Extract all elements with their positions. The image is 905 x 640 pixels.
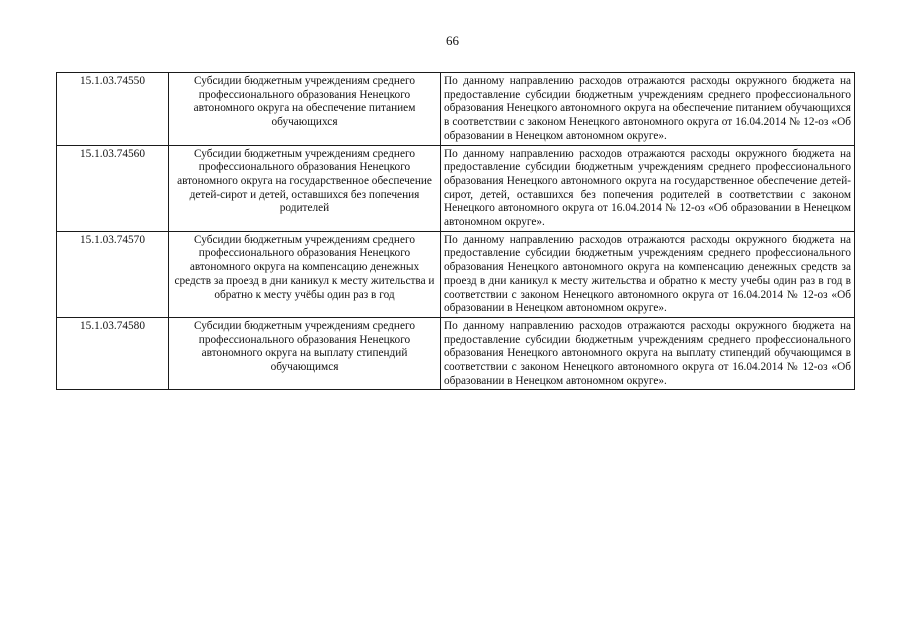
expense-name-cell: Субсидии бюджетным учреждениям среднего профессионального образования Ненецкого автономного округа на компенсацию денежных средств за проезд в дни каникул к месту жительства и обратно к месту учёбы один раз в год <box>169 231 441 317</box>
expense-name-cell: Субсидии бюджетным учреждениям среднего профессионального образования Ненецкого автономного округа на государственное обеспечение детей-сирот и детей, оставшихся без попечения родителей <box>169 145 441 231</box>
page-number: 66 <box>446 33 459 48</box>
expense-code-cell: 15.1.03.74560 <box>57 145 169 231</box>
expense-name-cell: Субсидии бюджетным учреждениям среднего профессионального образования Ненецкого автономного округа на выплату стипендий обучающимся <box>169 317 441 390</box>
expense-name-cell: Субсидии бюджетным учреждениям среднего профессионального образования Ненецкого автономного округа на обеспечение питанием обучающихся <box>169 73 441 146</box>
expense-description-cell: По данному направлению расходов отражаются расходы окружного бюджета на предоставление субсидии бюджетным учреждениям среднего профессионального образования Ненецкого автономного округа на государственное обеспечение детей-сирот, детей, оставшихся без попечения родителей в соответствии с законом Ненецкого автономного округа от 16.04.2014 № 12-оз «Об образовании в Ненецком автономном округе». <box>441 145 855 231</box>
table-row <box>57 145 855 231</box>
expense-description-cell: По данному направлению расходов отражаются расходы окружного бюджета на предоставление субсидии бюджетным учреждениям среднего профессионального образования Ненецкого автономного округа на обеспечение питанием обучающихся в соответствии с законом Ненецкого автономного округа от 16.04.2014 № 12-оз «Об образовании в Ненецком автономном округе». <box>441 73 855 146</box>
expense-description-cell: По данному направлению расходов отражаются расходы окружного бюджета на предоставление субсидии бюджетным учреждениям среднего профессионального образования Ненецкого автономного округа на компенсацию денежных средств за проезд в дни каникул к месту жительства и обратно к месту учебы один раз в год в соответствии с законом Ненецкого автономного округа от 16.04.2014 № 12-оз «Об образовании в Ненецком автономном округе». <box>441 231 855 317</box>
budget-classification-table <box>56 72 855 390</box>
expense-code-cell: 15.1.03.74550 <box>57 73 169 146</box>
expense-code-cell: 15.1.03.74580 <box>57 317 169 390</box>
table-row <box>57 317 855 390</box>
table-row <box>57 231 855 317</box>
table-row <box>57 73 855 146</box>
expense-code-cell: 15.1.03.74570 <box>57 231 169 317</box>
expense-description-cell: По данному направлению расходов отражаются расходы окружного бюджета на предоставление субсидии бюджетным учреждениям среднего профессионального образования Ненецкого автономного округа на выплату стипендий обучающимся в соответствии с законом Ненецкого автономного округа от 16.04.2014 № 12-оз «Об образовании в Ненецком автономном округе». <box>441 317 855 390</box>
